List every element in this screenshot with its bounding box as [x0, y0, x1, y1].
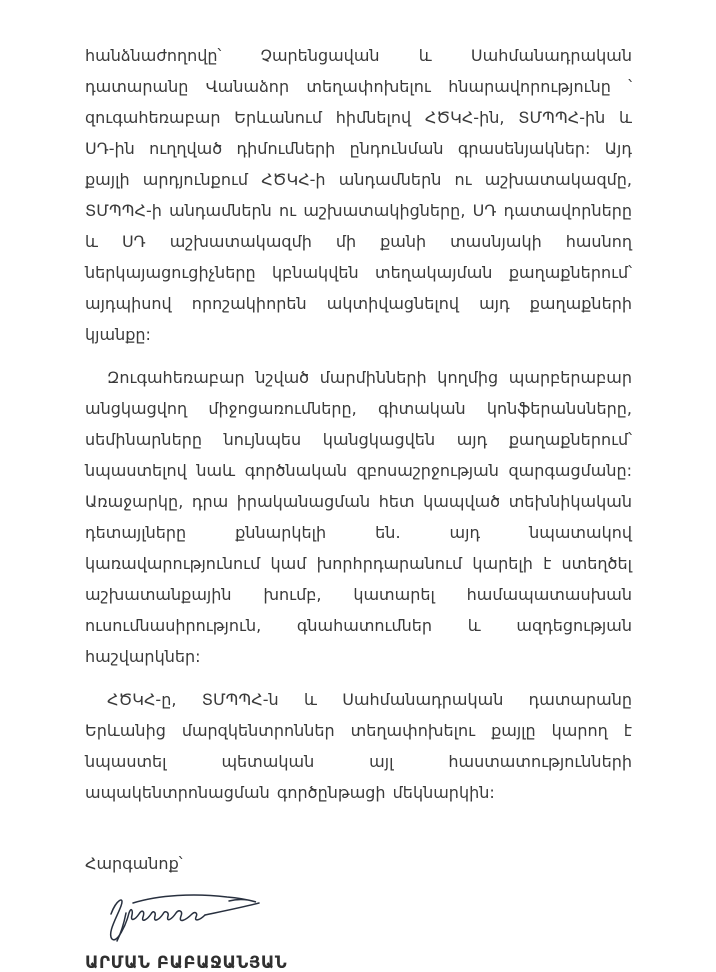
document-paragraph-1: հանձնաժողովը՝ Չարենցավան և Սահմանադրական դատարանը Վանաձոր տեղափոխելու հնարավորությունը ՝ զուգահեռաբար Երևանում հիմնելով ՀԾԿՀ-ին, ՏՄՊՊՀ-ին և ՍԴ-ին ուղղված դիմումների ընդունման գրասենյակներ: Այդ քայլի արդյունքում ՀԾԿՀ-ի անդամներն ու աշխատակազմը, ՏՄՊՊՀ-ի անդամներն ու աշխատակիցները, ՍԴ դատավորները և ՍԴ աշխատակազմի մի քանի տասնյակի հասնող ներկայացուցիչները կբնակվեն տեղակայման քաղաքներում՝ այդպիսով որոշակիորեն ակտիվացնելով այդ քաղաքների կյանքը:: [85, 46, 632, 344]
document-paragraph-3: ՀԾԿՀ-ը, ՏՄՊՊՀ-ն և Սահմանադրական դատարանը Երևանից մարզկենտրոններ տեղափոխելու քայլը կարող է նպաստել պետական այլ հաստատությունների ապակենտրոնացման գործընթացի մեկնարկին:: [85, 690, 632, 802]
signature-image: [99, 887, 269, 945]
document-paragraph-2: Զուգահեռաբար նշված մարմինների կողմից պարբերաբար անցկացվող միջոցառումները, գիտական կոնֆերանսները, սեմինարները նույնպես կանցկացվեն այդ քաղաքներում՝ նպաստելով նաև գործնական զբոսաշրջության զարգացմանը: Առաջարկը, դրա իրականացման հետ կապված տեխնիկական դետայլները քննարկելի են. այդ նպատակով կառավարությունում կամ խորհրդարանում կարելի է ստեղծել աշխատանքային խումբ, կատարել համապատասխան ուսումնասիրություն, գնահատումներ և ազդեցության հաշվարկներ:: [85, 368, 632, 666]
signatory-name: ԱՐՄԱՆ ԲԱԲԱՋԱՆՅԱՆ: [85, 953, 288, 972]
closing-salutation: Հարգանոք՝: [85, 854, 183, 873]
